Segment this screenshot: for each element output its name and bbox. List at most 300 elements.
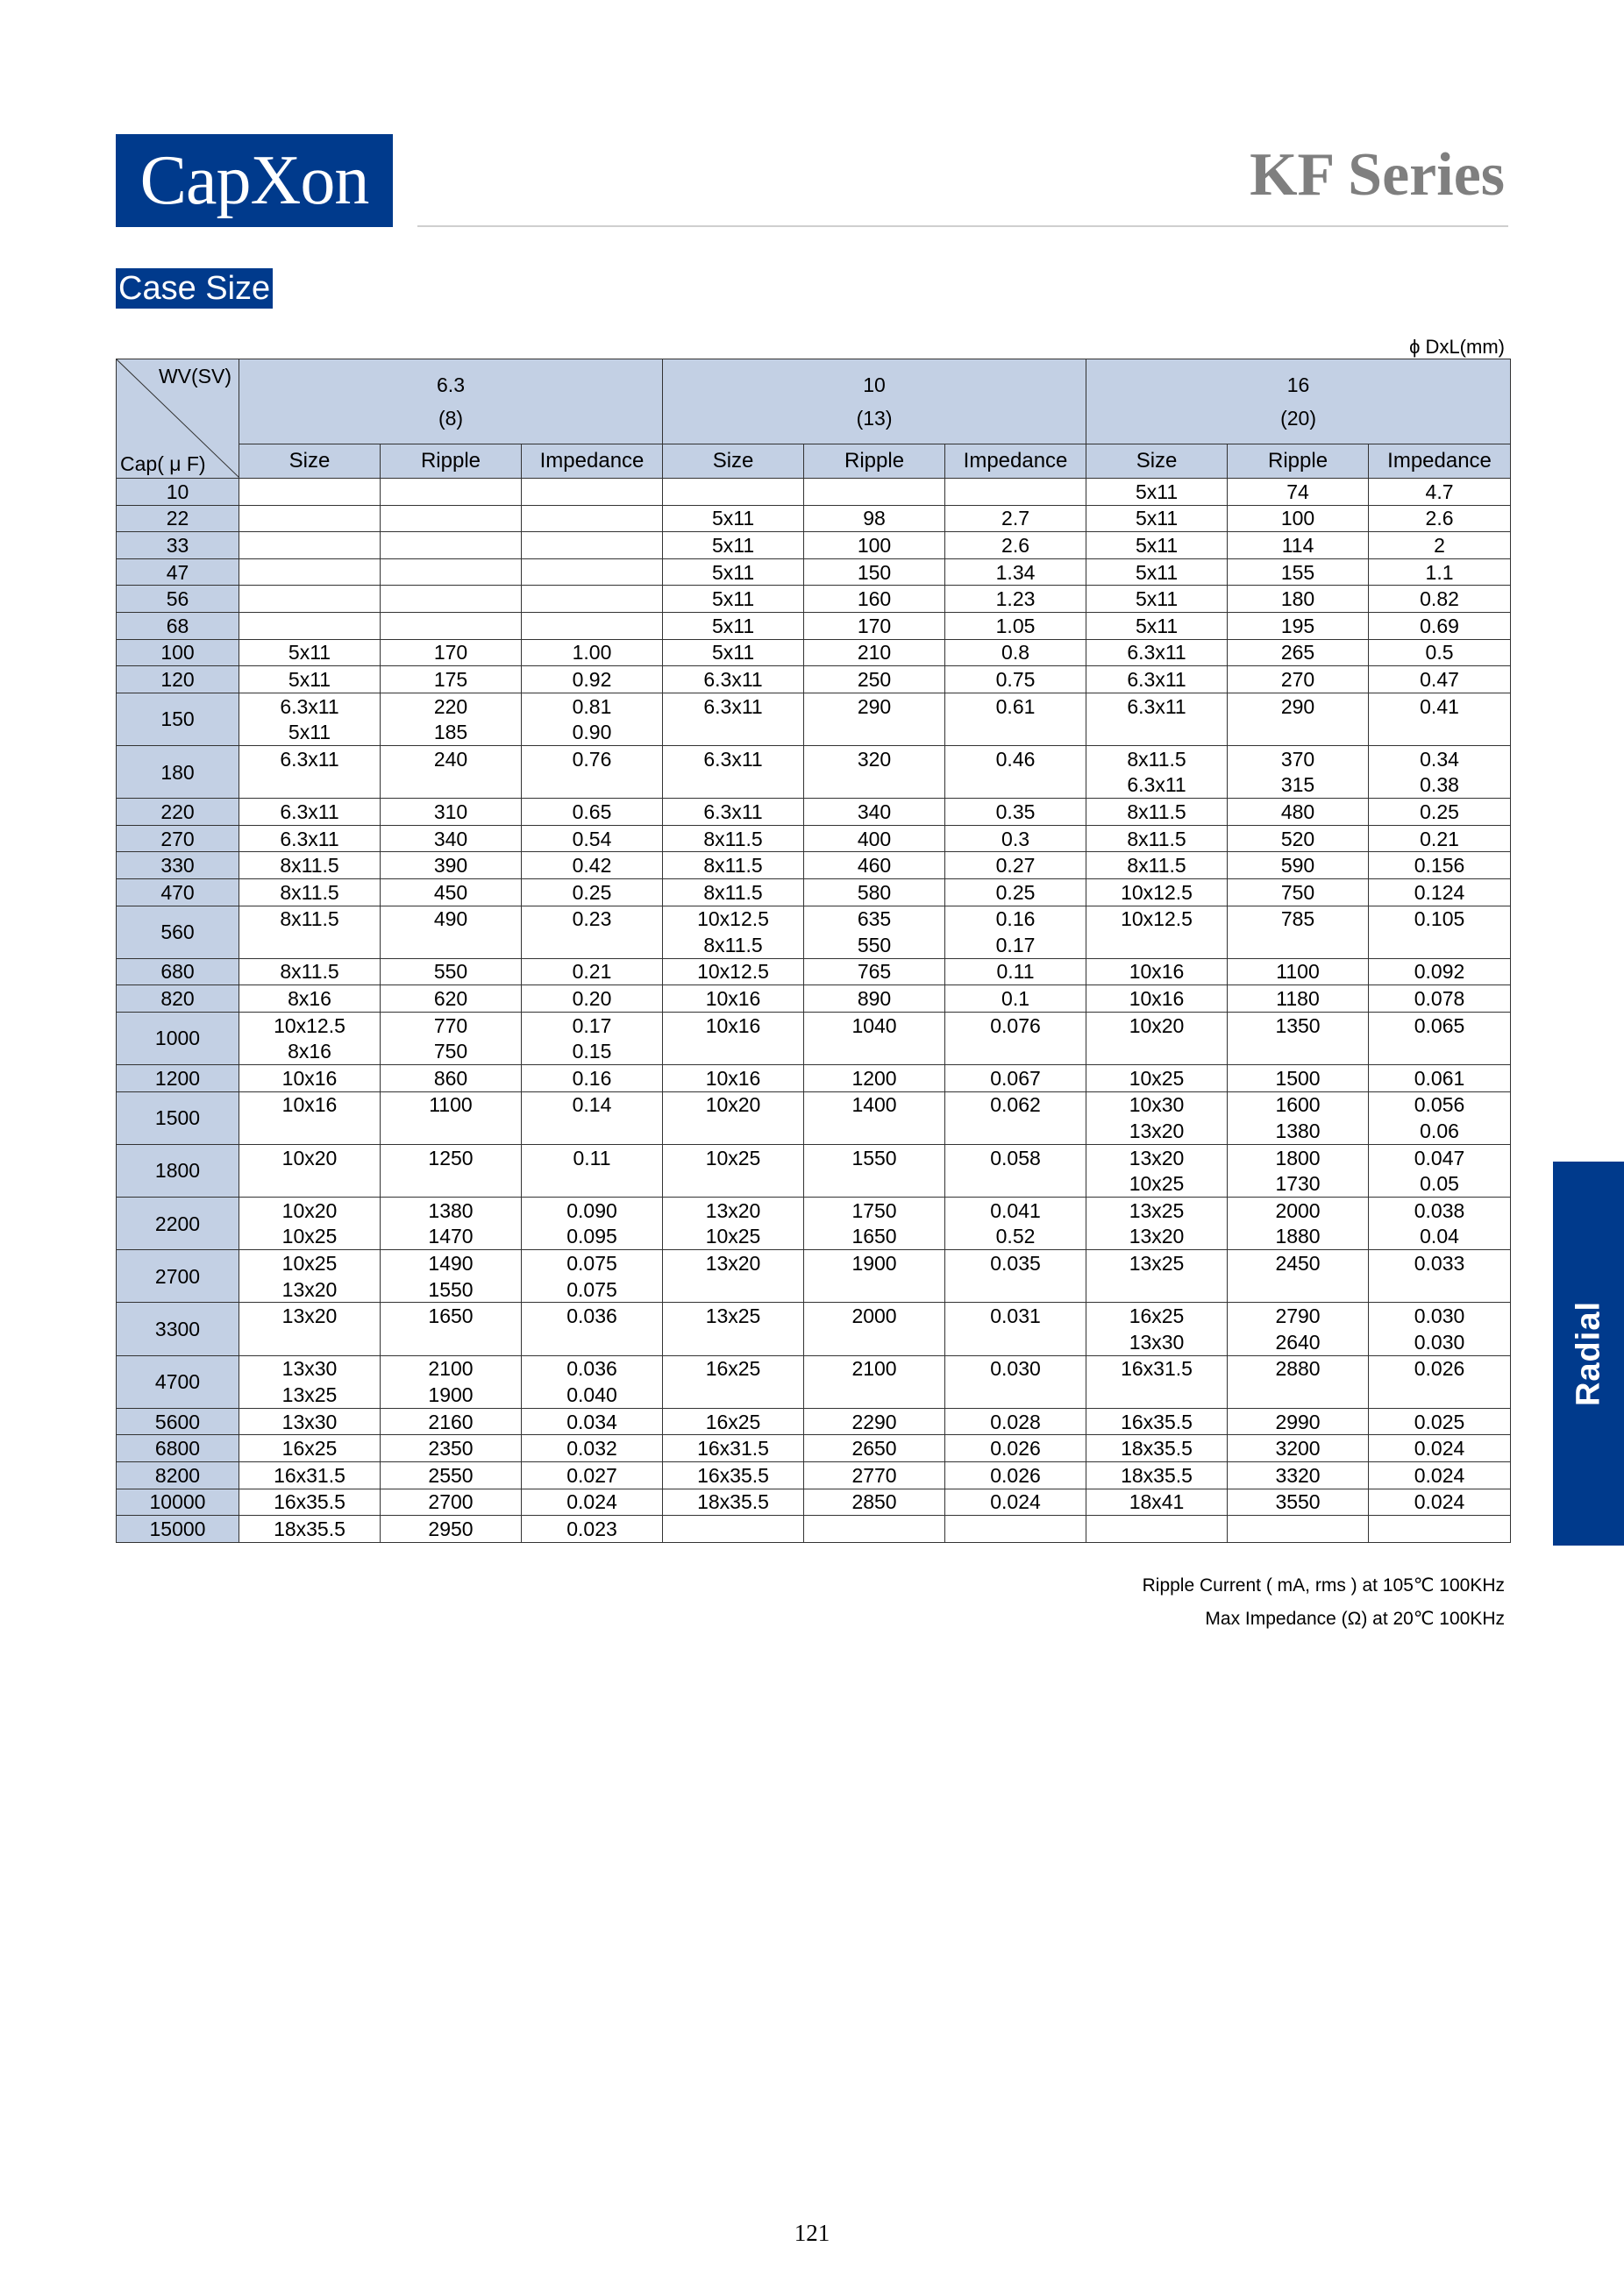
capacitance-cell: 470 (117, 878, 239, 906)
impedance-cell: 0.38 (1369, 772, 1511, 799)
ripple-cell: 195 (1228, 612, 1369, 639)
impedance-cell: 0.028 (945, 1408, 1086, 1435)
impedance-cell: 0.25 (1369, 799, 1511, 826)
ripple-cell: 2000 (804, 1303, 945, 1329)
size-cell: 10x30 (1086, 1091, 1228, 1118)
impedance-cell: 0.11 (522, 1144, 663, 1170)
ripple-cell: 315 (1228, 772, 1369, 799)
table-row (117, 1038, 1511, 1064)
impedance-cell: 0.040 (522, 1382, 663, 1408)
impedance-cell: 0.35 (945, 799, 1086, 826)
ripple-cell: 770 (381, 1012, 522, 1038)
table-row (117, 799, 1511, 826)
impedance-cell (522, 1118, 663, 1144)
capacitance-cell: 1200 (117, 1065, 239, 1092)
size-cell (239, 612, 381, 639)
impedance-cell: 0.156 (1369, 852, 1511, 879)
table-row (117, 1355, 1511, 1382)
size-cell: 6.3x11 (1086, 693, 1228, 719)
impedance-cell: 0.035 (945, 1250, 1086, 1276)
column-header: Ripple (381, 444, 522, 478)
size-cell (1086, 1276, 1228, 1303)
size-cell: 6.3x11 (663, 799, 804, 826)
impedance-cell: 0.041 (945, 1198, 1086, 1224)
table-row (117, 958, 1511, 985)
corner-cap-label: Cap( μ F) (120, 452, 206, 475)
ripple-cell: 250 (804, 666, 945, 693)
size-cell: 5x11 (663, 505, 804, 532)
impedance-cell: 0.05 (1369, 1170, 1511, 1197)
impedance-cell: 0.46 (945, 745, 1086, 771)
ripple-cell: 340 (381, 825, 522, 852)
ripple-cell: 2550 (381, 1461, 522, 1489)
impedance-cell: 0.25 (945, 878, 1086, 906)
ripple-note: Ripple Current ( mA, rms ) at 105℃ 100KHz (1142, 1575, 1505, 1596)
size-cell: 6.3x11 (1086, 666, 1228, 693)
ripple-cell: 1470 (381, 1224, 522, 1250)
capacitance-cell: 3300 (117, 1303, 239, 1355)
impedance-cell: 0.030 (1369, 1329, 1511, 1355)
impedance-cell (522, 479, 663, 506)
impedance-cell: 0.076 (945, 1012, 1086, 1038)
impedance-cell (1369, 1038, 1511, 1064)
ripple-cell: 2100 (381, 1355, 522, 1382)
impedance-cell: 0.026 (945, 1435, 1086, 1462)
size-cell (663, 479, 804, 506)
size-cell: 8x11.5 (239, 958, 381, 985)
ripple-cell (381, 1118, 522, 1144)
ripple-cell: 2290 (804, 1408, 945, 1435)
table-row (117, 1303, 1511, 1329)
table-row (117, 666, 1511, 693)
size-cell: 10x25 (1086, 1170, 1228, 1197)
ripple-cell (1228, 932, 1369, 958)
impedance-cell (522, 586, 663, 613)
size-cell: 16x35.5 (663, 1461, 804, 1489)
impedance-cell: 0.090 (522, 1198, 663, 1224)
voltage-sv: (8) (438, 406, 464, 430)
impedance-cell (945, 1382, 1086, 1408)
size-cell: 16x25 (663, 1355, 804, 1382)
ripple-cell: 340 (804, 799, 945, 826)
size-cell: 16x31.5 (239, 1461, 381, 1489)
impedance-cell (1369, 1382, 1511, 1408)
ripple-cell: 3550 (1228, 1489, 1369, 1516)
table-row (117, 985, 1511, 1013)
impedance-cell (945, 1118, 1086, 1144)
impedance-cell (945, 1038, 1086, 1064)
size-cell: 16x25 (663, 1408, 804, 1435)
ripple-cell: 370 (1228, 745, 1369, 771)
impedance-cell: 0.92 (522, 666, 663, 693)
table-row (117, 1144, 1511, 1170)
size-cell: 13x30 (239, 1408, 381, 1435)
table-row (117, 693, 1511, 719)
ripple-cell: 450 (381, 878, 522, 906)
voltage-wv: 10 (863, 373, 886, 396)
impedance-cell: 0.024 (522, 1489, 663, 1516)
ripple-cell: 2000 (1228, 1198, 1369, 1224)
size-cell: 13x20 (663, 1250, 804, 1276)
size-cell (1086, 719, 1228, 745)
capacitance-cell: 15000 (117, 1516, 239, 1543)
size-cell: 8x11.5 (1086, 745, 1228, 771)
size-cell: 5x11 (663, 558, 804, 586)
table-row (117, 1224, 1511, 1250)
ripple-cell (1228, 1516, 1369, 1543)
ripple-cell: 2990 (1228, 1408, 1369, 1435)
size-cell (239, 932, 381, 958)
ripple-cell (381, 532, 522, 559)
impedance-cell: 0.036 (522, 1355, 663, 1382)
impedance-cell: 0.092 (1369, 958, 1511, 985)
capacitance-cell: 270 (117, 825, 239, 852)
ripple-cell: 100 (804, 532, 945, 559)
impedance-cell (522, 1170, 663, 1197)
ripple-cell: 620 (381, 985, 522, 1013)
column-header: Ripple (804, 444, 945, 478)
ripple-cell: 1550 (381, 1276, 522, 1303)
size-cell: 10x12.5 (1086, 878, 1228, 906)
impedance-cell: 0.5 (1369, 639, 1511, 666)
size-cell: 16x25 (1086, 1303, 1228, 1329)
ripple-cell: 1400 (804, 1091, 945, 1118)
ripple-cell: 1380 (1228, 1118, 1369, 1144)
size-cell: 8x11.5 (663, 878, 804, 906)
size-cell (663, 1276, 804, 1303)
impedance-cell: 0.81 (522, 693, 663, 719)
capacitance-cell: 56 (117, 586, 239, 613)
capacitance-cell: 47 (117, 558, 239, 586)
ripple-cell: 1800 (1228, 1144, 1369, 1170)
ripple-cell: 170 (804, 612, 945, 639)
impedance-cell: 0.032 (522, 1435, 663, 1462)
impedance-note: Max Impedance (Ω) at 20℃ 100KHz (1205, 1609, 1505, 1629)
ripple-cell (804, 1329, 945, 1355)
impedance-cell (522, 532, 663, 559)
size-cell: 16x25 (239, 1435, 381, 1462)
impedance-cell: 0.025 (1369, 1408, 1511, 1435)
impedance-cell: 0.024 (1369, 1489, 1511, 1516)
impedance-cell: 0.078 (1369, 985, 1511, 1013)
impedance-cell: 0.026 (945, 1461, 1086, 1489)
ripple-cell: 310 (381, 799, 522, 826)
table-row (117, 1489, 1511, 1516)
size-cell (663, 1329, 804, 1355)
impedance-cell (522, 1329, 663, 1355)
ripple-cell: 2790 (1228, 1303, 1369, 1329)
impedance-cell: 0.42 (522, 852, 663, 879)
size-cell: 8x11.5 (663, 825, 804, 852)
size-cell: 16x31.5 (1086, 1355, 1228, 1382)
size-cell: 10x16 (1086, 958, 1228, 985)
size-cell: 5x11 (239, 719, 381, 745)
size-cell: 13x20 (663, 1198, 804, 1224)
ripple-cell: 1200 (804, 1065, 945, 1092)
column-header: Impedance (945, 444, 1086, 478)
ripple-cell: 1650 (381, 1303, 522, 1329)
ripple-cell: 1100 (381, 1091, 522, 1118)
impedance-cell: 4.7 (1369, 479, 1511, 506)
impedance-cell: 0.17 (522, 1012, 663, 1038)
size-cell: 18x35.5 (1086, 1435, 1228, 1462)
size-cell: 10x16 (663, 1065, 804, 1092)
ripple-cell (381, 479, 522, 506)
voltage-sv: (20) (1280, 406, 1316, 430)
size-cell: 13x20 (239, 1276, 381, 1303)
voltage-header-10 (663, 359, 1086, 444)
case-size-table (116, 359, 1511, 1543)
table-row (117, 612, 1511, 639)
impedance-cell: 1.05 (945, 612, 1086, 639)
capacitance-cell: 2700 (117, 1250, 239, 1303)
size-cell: 13x30 (1086, 1329, 1228, 1355)
section-title: Case Size (116, 268, 273, 309)
impedance-cell: 0.04 (1369, 1224, 1511, 1250)
ripple-cell: 180 (1228, 586, 1369, 613)
ripple-cell: 2880 (1228, 1355, 1369, 1382)
table-row (117, 1250, 1511, 1276)
impedance-cell (1369, 1276, 1511, 1303)
size-cell: 5x11 (663, 639, 804, 666)
ripple-cell: 1490 (381, 1250, 522, 1276)
impedance-cell (1369, 719, 1511, 745)
impedance-cell: 0.095 (522, 1224, 663, 1250)
ripple-cell: 2450 (1228, 1250, 1369, 1276)
size-cell: 10x12.5 (663, 958, 804, 985)
impedance-cell (945, 479, 1086, 506)
ripple-cell: 2700 (381, 1489, 522, 1516)
impedance-cell: 0.031 (945, 1303, 1086, 1329)
size-cell: 13x25 (1086, 1250, 1228, 1276)
impedance-cell: 0.23 (522, 906, 663, 932)
ripple-cell: 1900 (381, 1382, 522, 1408)
size-cell: 6.3x11 (1086, 639, 1228, 666)
impedance-cell: 0.024 (945, 1489, 1086, 1516)
impedance-cell: 0.27 (945, 852, 1086, 879)
ripple-cell: 2640 (1228, 1329, 1369, 1355)
ripple-cell: 160 (804, 586, 945, 613)
impedance-cell: 0.047 (1369, 1144, 1511, 1170)
ripple-cell: 750 (381, 1038, 522, 1064)
size-cell (1086, 1516, 1228, 1543)
size-cell: 10x20 (239, 1198, 381, 1224)
ripple-cell: 290 (804, 693, 945, 719)
size-cell: 8x11.5 (239, 906, 381, 932)
size-cell: 5x11 (239, 666, 381, 693)
ripple-cell (381, 586, 522, 613)
ripple-cell: 1600 (1228, 1091, 1369, 1118)
size-cell (239, 1118, 381, 1144)
size-cell: 16x35.5 (1086, 1408, 1228, 1435)
column-header: Size (663, 444, 804, 478)
size-cell: 5x11 (1086, 479, 1228, 506)
size-cell: 13x20 (239, 1303, 381, 1329)
ripple-cell: 460 (804, 852, 945, 879)
size-cell (1086, 1382, 1228, 1408)
capacitance-cell: 330 (117, 852, 239, 879)
capacitance-cell: 10000 (117, 1489, 239, 1516)
ripple-cell: 400 (804, 825, 945, 852)
impedance-cell (945, 1170, 1086, 1197)
table-body (117, 479, 1511, 1543)
size-cell: 10x16 (239, 1091, 381, 1118)
impedance-cell: 0.16 (945, 906, 1086, 932)
impedance-cell (945, 772, 1086, 799)
size-cell: 5x11 (1086, 586, 1228, 613)
impedance-cell: 0.20 (522, 985, 663, 1013)
capacitance-cell: 680 (117, 958, 239, 985)
table-row (117, 1091, 1511, 1118)
impedance-cell: 0.3 (945, 825, 1086, 852)
size-cell (239, 586, 381, 613)
size-cell: 5x11 (1086, 505, 1228, 532)
size-cell: 6.3x11 (239, 799, 381, 826)
capacitance-cell: 10 (117, 479, 239, 506)
capacitance-cell: 820 (117, 985, 239, 1013)
impedance-cell: 0.41 (1369, 693, 1511, 719)
header-divider (417, 225, 1508, 227)
size-cell: 8x11.5 (1086, 799, 1228, 826)
impedance-cell: 0.1 (945, 985, 1086, 1013)
size-cell: 8x11.5 (663, 852, 804, 879)
ripple-cell: 480 (1228, 799, 1369, 826)
ripple-cell (1228, 1276, 1369, 1303)
size-cell: 18x35.5 (663, 1489, 804, 1516)
ripple-cell: 1730 (1228, 1170, 1369, 1197)
table-row (117, 1276, 1511, 1303)
size-cell: 5x11 (663, 532, 804, 559)
ripple-cell: 860 (381, 1065, 522, 1092)
capacitance-cell: 1000 (117, 1012, 239, 1064)
voltage-wv: 16 (1286, 373, 1310, 396)
ripple-cell: 635 (804, 906, 945, 932)
size-cell: 8x11.5 (239, 878, 381, 906)
size-cell: 16x35.5 (239, 1489, 381, 1516)
impedance-cell: 0.17 (945, 932, 1086, 958)
table-row (117, 772, 1511, 799)
ripple-cell: 2350 (381, 1435, 522, 1462)
impedance-cell: 0.030 (1369, 1303, 1511, 1329)
impedance-cell (522, 612, 663, 639)
impedance-cell (522, 505, 663, 532)
impedance-cell: 0.61 (945, 693, 1086, 719)
table-row (117, 558, 1511, 586)
ripple-cell: 270 (1228, 666, 1369, 693)
impedance-cell: 0.90 (522, 719, 663, 745)
impedance-cell (522, 932, 663, 958)
ripple-cell (804, 1038, 945, 1064)
size-cell: 18x41 (1086, 1489, 1228, 1516)
size-cell (239, 558, 381, 586)
table-row (117, 1516, 1511, 1543)
ripple-cell: 2850 (804, 1489, 945, 1516)
ripple-cell (381, 505, 522, 532)
impedance-cell: 0.82 (1369, 586, 1511, 613)
ripple-cell: 750 (1228, 878, 1369, 906)
column-header: Ripple (1228, 444, 1369, 478)
ripple-cell: 290 (1228, 693, 1369, 719)
ripple-cell: 185 (381, 719, 522, 745)
ripple-cell: 240 (381, 745, 522, 771)
table-row (117, 1382, 1511, 1408)
size-cell (1086, 932, 1228, 958)
table-row (117, 1198, 1511, 1224)
ripple-cell: 2770 (804, 1461, 945, 1489)
size-cell (663, 719, 804, 745)
size-cell: 6.3x11 (1086, 772, 1228, 799)
impedance-cell: 2 (1369, 532, 1511, 559)
impedance-cell: 2.7 (945, 505, 1086, 532)
ripple-cell: 98 (804, 505, 945, 532)
size-cell (239, 1329, 381, 1355)
impedance-cell (522, 772, 663, 799)
impedance-cell: 0.34 (1369, 745, 1511, 771)
table-row (117, 586, 1511, 613)
size-cell (663, 772, 804, 799)
size-cell: 6.3x11 (239, 825, 381, 852)
impedance-cell: 0.024 (1369, 1461, 1511, 1489)
ripple-cell (381, 612, 522, 639)
table-row (117, 1012, 1511, 1038)
column-header: Size (239, 444, 381, 478)
ripple-cell (1228, 1038, 1369, 1064)
impedance-cell: 0.15 (522, 1038, 663, 1064)
size-cell: 6.3x11 (239, 693, 381, 719)
ripple-cell (804, 1276, 945, 1303)
size-cell: 13x20 (1086, 1224, 1228, 1250)
ripple-cell (804, 1170, 945, 1197)
ripple-cell: 1550 (804, 1144, 945, 1170)
ripple-cell (804, 719, 945, 745)
size-cell: 10x12.5 (1086, 906, 1228, 932)
impedance-cell: 0.11 (945, 958, 1086, 985)
impedance-cell: 0.54 (522, 825, 663, 852)
ripple-cell: 175 (381, 666, 522, 693)
size-cell: 13x25 (1086, 1198, 1228, 1224)
ripple-cell (804, 479, 945, 506)
impedance-cell: 0.16 (522, 1065, 663, 1092)
table-row (117, 505, 1511, 532)
size-cell: 13x20 (1086, 1118, 1228, 1144)
impedance-cell: 0.056 (1369, 1091, 1511, 1118)
ripple-cell: 390 (381, 852, 522, 879)
table-row (117, 1118, 1511, 1144)
table-row (117, 1435, 1511, 1462)
size-cell: 10x25 (239, 1250, 381, 1276)
ripple-cell (1228, 719, 1369, 745)
size-cell: 6.3x11 (663, 745, 804, 771)
ripple-cell (804, 772, 945, 799)
ripple-cell: 320 (804, 745, 945, 771)
ripple-cell (381, 1329, 522, 1355)
size-cell: 10x25 (239, 1224, 381, 1250)
size-cell: 10x20 (1086, 1012, 1228, 1038)
ripple-cell: 155 (1228, 558, 1369, 586)
radial-tab-label: Radial (1570, 1300, 1606, 1407)
size-cell (239, 532, 381, 559)
ripple-cell: 1500 (1228, 1065, 1369, 1092)
size-cell: 18x35.5 (1086, 1461, 1228, 1489)
capacitance-cell: 120 (117, 666, 239, 693)
impedance-cell: 0.8 (945, 639, 1086, 666)
ripple-cell: 170 (381, 639, 522, 666)
ripple-cell: 1750 (804, 1198, 945, 1224)
unit-note: ϕ DxL(mm) (1409, 336, 1505, 358)
impedance-cell: 0.47 (1369, 666, 1511, 693)
ripple-cell (804, 1516, 945, 1543)
size-cell: 5x11 (239, 639, 381, 666)
